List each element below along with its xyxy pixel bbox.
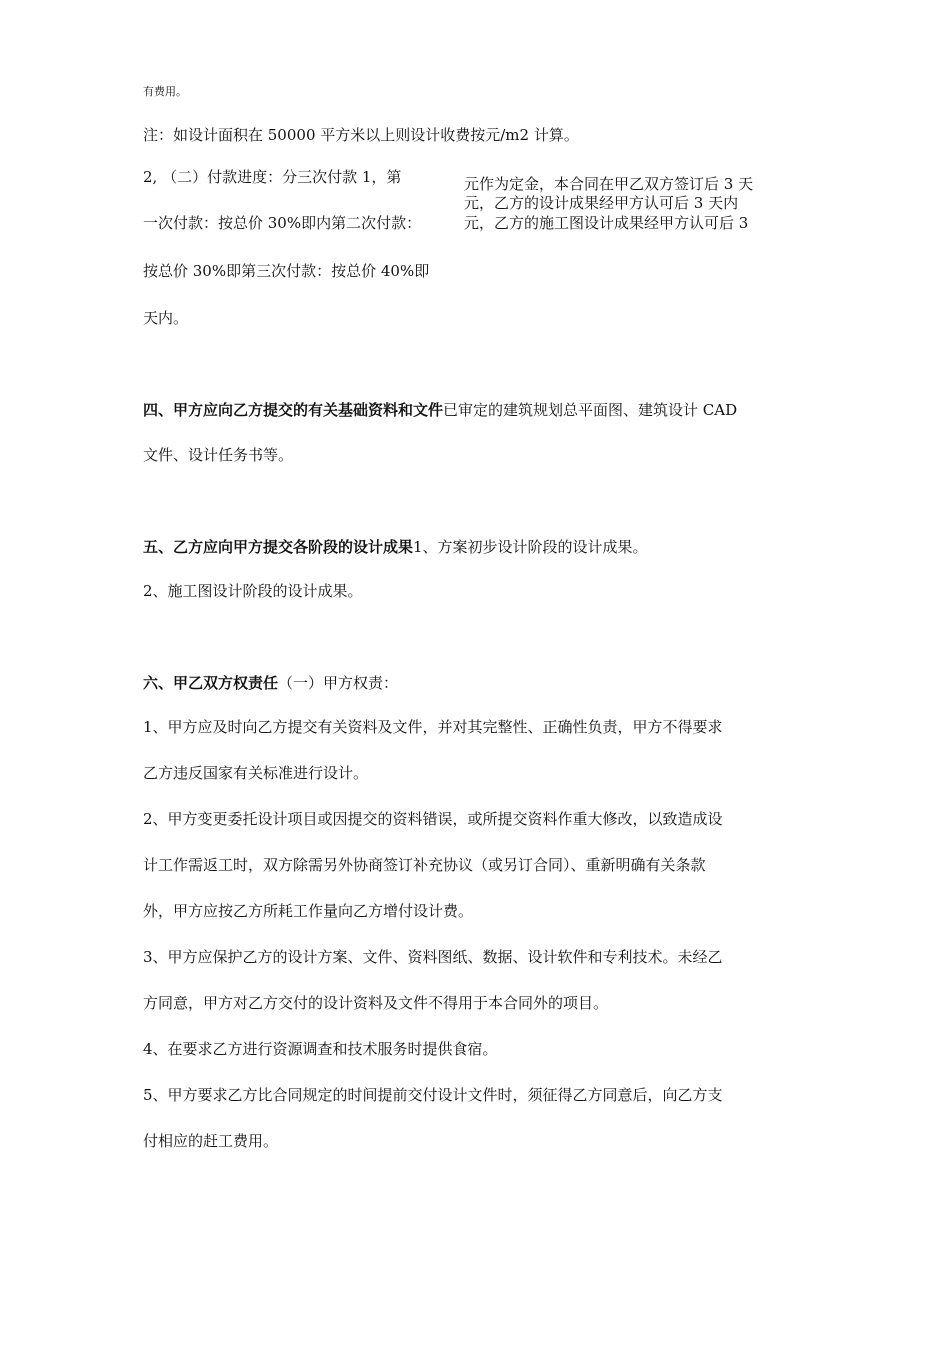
section6-line: 乙方违反国家有关标准进行设计。 xyxy=(143,764,369,782)
section4-text: 已审定的建筑规划总平面图、建筑设计 CAD xyxy=(443,401,738,419)
fragment-text: 有费用。 xyxy=(143,85,187,98)
section5-heading: 五、乙方应向甲方提交各阶段的设计成果 xyxy=(143,538,414,556)
section6-line: 2、甲方变更委托设计项目或因提交的资料错误，或所提交资料作重大修改，以致造成设 xyxy=(143,810,723,828)
section5-paragraph xyxy=(143,537,648,557)
section4-paragraph xyxy=(143,400,737,420)
section6-heading: 六、甲乙双方权责任 xyxy=(143,674,279,692)
section5-text-cont: 2、施工图设计阶段的设计成果。 xyxy=(143,582,363,600)
section6-line: 方同意，甲方对乙方交付的设计资料及文件不得用于本合同外的项目。 xyxy=(143,994,609,1012)
payment-right-line: 元作为定金，本合同在甲乙双方签订后 3 天 xyxy=(464,175,754,193)
section6-subheading: （一）甲方权责： xyxy=(278,674,399,692)
payment-line: 天内。 xyxy=(143,309,189,327)
section4-text-cont: 文件、设计任务书等。 xyxy=(143,446,294,464)
section6-line: 计工作需返工时，双方除需另外协商签订补充协议（或另订合同）、重新明确有关条款 xyxy=(143,856,706,874)
note-text: 注：如设计面积在 50000 平方米以上则设计收费按元/m2 计算。 xyxy=(143,126,579,144)
section4-heading: 四、甲方应向乙方提交的有关基础资料和文件 xyxy=(143,401,444,419)
section6-line: 外，甲方应按乙方所耗工作量向乙方增付设计费。 xyxy=(143,902,474,920)
section6-line: 5、甲方要求乙方比合同规定的时间提前交付设计文件时，须征得乙方同意后，向乙方支 xyxy=(143,1086,723,1104)
payment-right-line: 元，乙方的施工图设计成果经甲方认可后 3 xyxy=(464,214,749,232)
section6-line: 付相应的赶工费用。 xyxy=(143,1132,279,1150)
payment-line: 按总价 30%即第三次付款：按总价 40%即 xyxy=(143,262,430,280)
section6-line: 1、甲方应及时向乙方提交有关资料及文件，并对其完整性、正确性负责，甲方不得要求 xyxy=(143,718,723,736)
section6-paragraph xyxy=(143,673,398,693)
section6-line: 4、在要求乙方进行资源调查和技术服务时提供食宿。 xyxy=(143,1040,498,1058)
section6-line: 3、甲方应保护乙方的设计方案、文件、资料图纸、数据、设计软件和专利技术。未经乙 xyxy=(143,948,723,966)
payment-line: 2, （二）付款进度：分三次付款 1，第 xyxy=(143,168,402,186)
payment-line: 一次付款：按总价 30%即内第二次付款： xyxy=(143,214,422,232)
section5-text: 1、方案初步设计阶段的设计成果。 xyxy=(413,538,648,556)
payment-right-line: 元，乙方的设计成果经甲方认可后 3 天内 xyxy=(464,194,739,212)
